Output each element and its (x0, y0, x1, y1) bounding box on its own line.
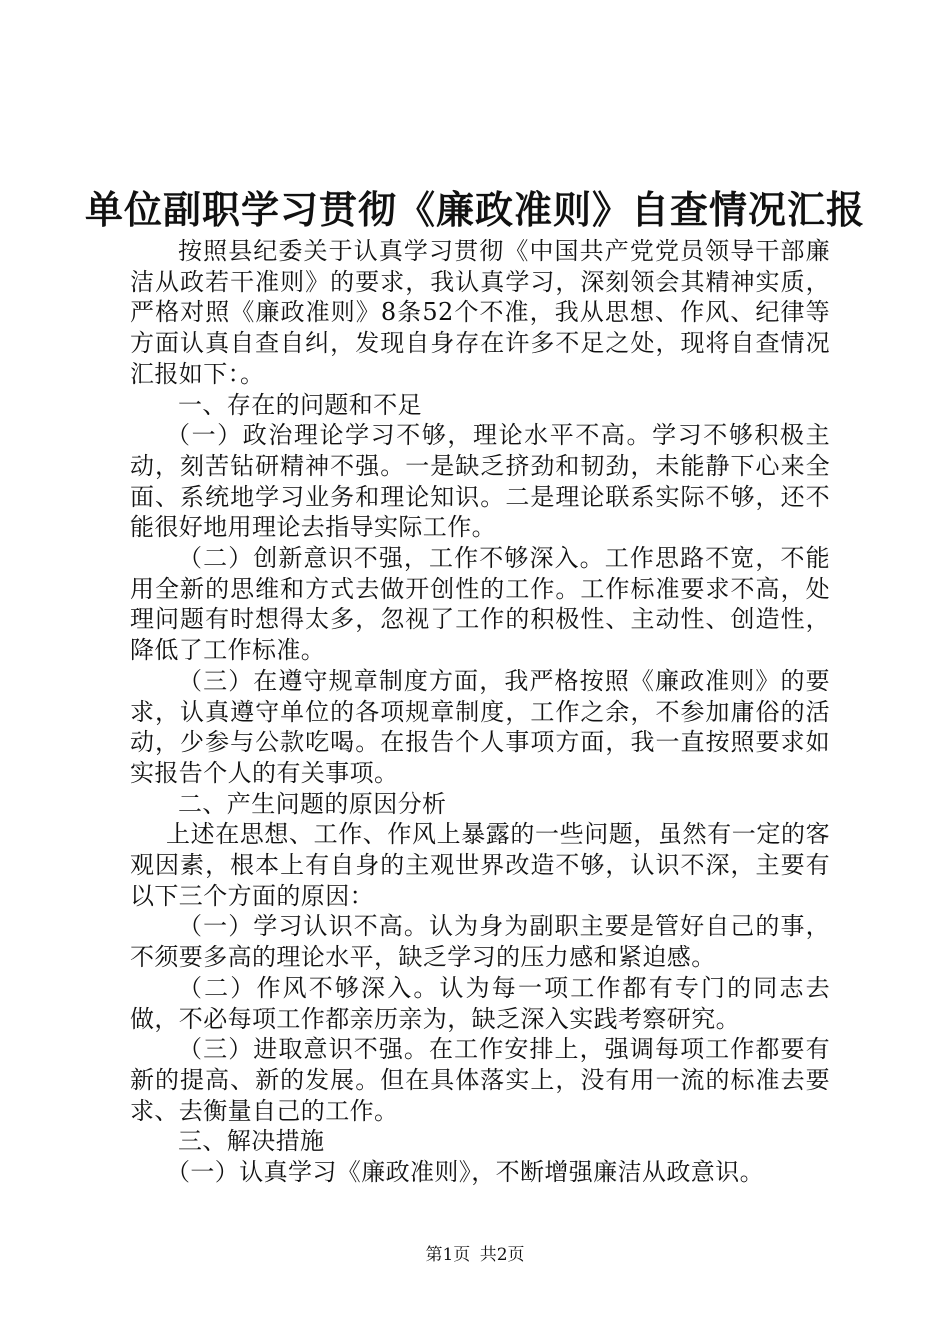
cause-item-1: （一）学习认识不高。认为身为副职主要是管好自己的事，不须要多高的理论水平，缺乏学习的压力感和紧迫感。 (130, 912, 830, 972)
page-footer (0, 1243, 950, 1267)
cause-item-2: （二）作风不够深入。认为每一项工作都有专门的同志去做，不必每项工作都亲历亲为，缺乏深入实践考察研究。 (130, 973, 830, 1033)
intro-paragraph: 按照县纪委关于认真学习贯彻《中国共产党党员领导干部廉洁从政若干准则》的要求，我认真学习，深刻领会其精神实质，严格对照《廉政准则》8条52个不准，我从思想、作风、纪律等方面认真自查自纠，发现自身存在许多不足之处，现将自查情况汇报如下：。 (130, 237, 830, 388)
causes-intro-paragraph: 上述在思想、工作、作风上暴露的一些问题，虽然有一定的客观因素，根本上有自身的主观世界改造不够，认识不深，主要有以下三个方面的原因： (130, 820, 830, 910)
document-title: 单位副职学习贯彻《廉政准则》自查情况汇报 (84, 187, 865, 232)
document-body (130, 236, 830, 1188)
problem-item-2: （二）创新意识不强，工作不够深入。工作思路不宽，不能用全新的思维和方式去做开创性的工作。工作标准要求不高，处理问题有时想得太多，忽视了工作的积极性、主动性、创造性，降低了工作标准。 (130, 544, 830, 665)
problem-item-1: （一）政治理论学习不够，理论水平不高。学习不够积极主动，刻苦钻研精神不强。一是缺乏挤劲和韧劲，未能静下心来全面、系统地学习业务和理论知识。二是理论联系实际不够，还不能很好地用理论去指导实际工作。 (130, 421, 830, 542)
cause-item-3: （三）进取意识不强。在工作安排上，强调每项工作都要有新的提高、新的发展。但在具体落实上，没有用一流的标准去要求、去衡量自己的工作。 (130, 1035, 830, 1125)
page-total: 共2页 (479, 1245, 525, 1265)
measure-item-1: （一）认真学习《廉政准则》，不断增强廉洁从政意识。 (166, 1158, 764, 1187)
page-number: 第1页 (425, 1245, 471, 1265)
problem-item-3: （三）在遵守规章制度方面，我严格按照《廉政准则》的要求，认真遵守单位的各项规章制度，工作之余，不参加庸俗的活动，少参与公款吃喝。在报告个人事项方面，我一直按照要求如实报告个人的有关事项。 (130, 666, 830, 787)
section-heading-causes: 二、产生问题的原因分析 (178, 789, 447, 818)
section-heading-measures: 三、解决措施 (178, 1127, 325, 1156)
section-heading-problems: 一、存在的问题和不足 (178, 390, 422, 419)
